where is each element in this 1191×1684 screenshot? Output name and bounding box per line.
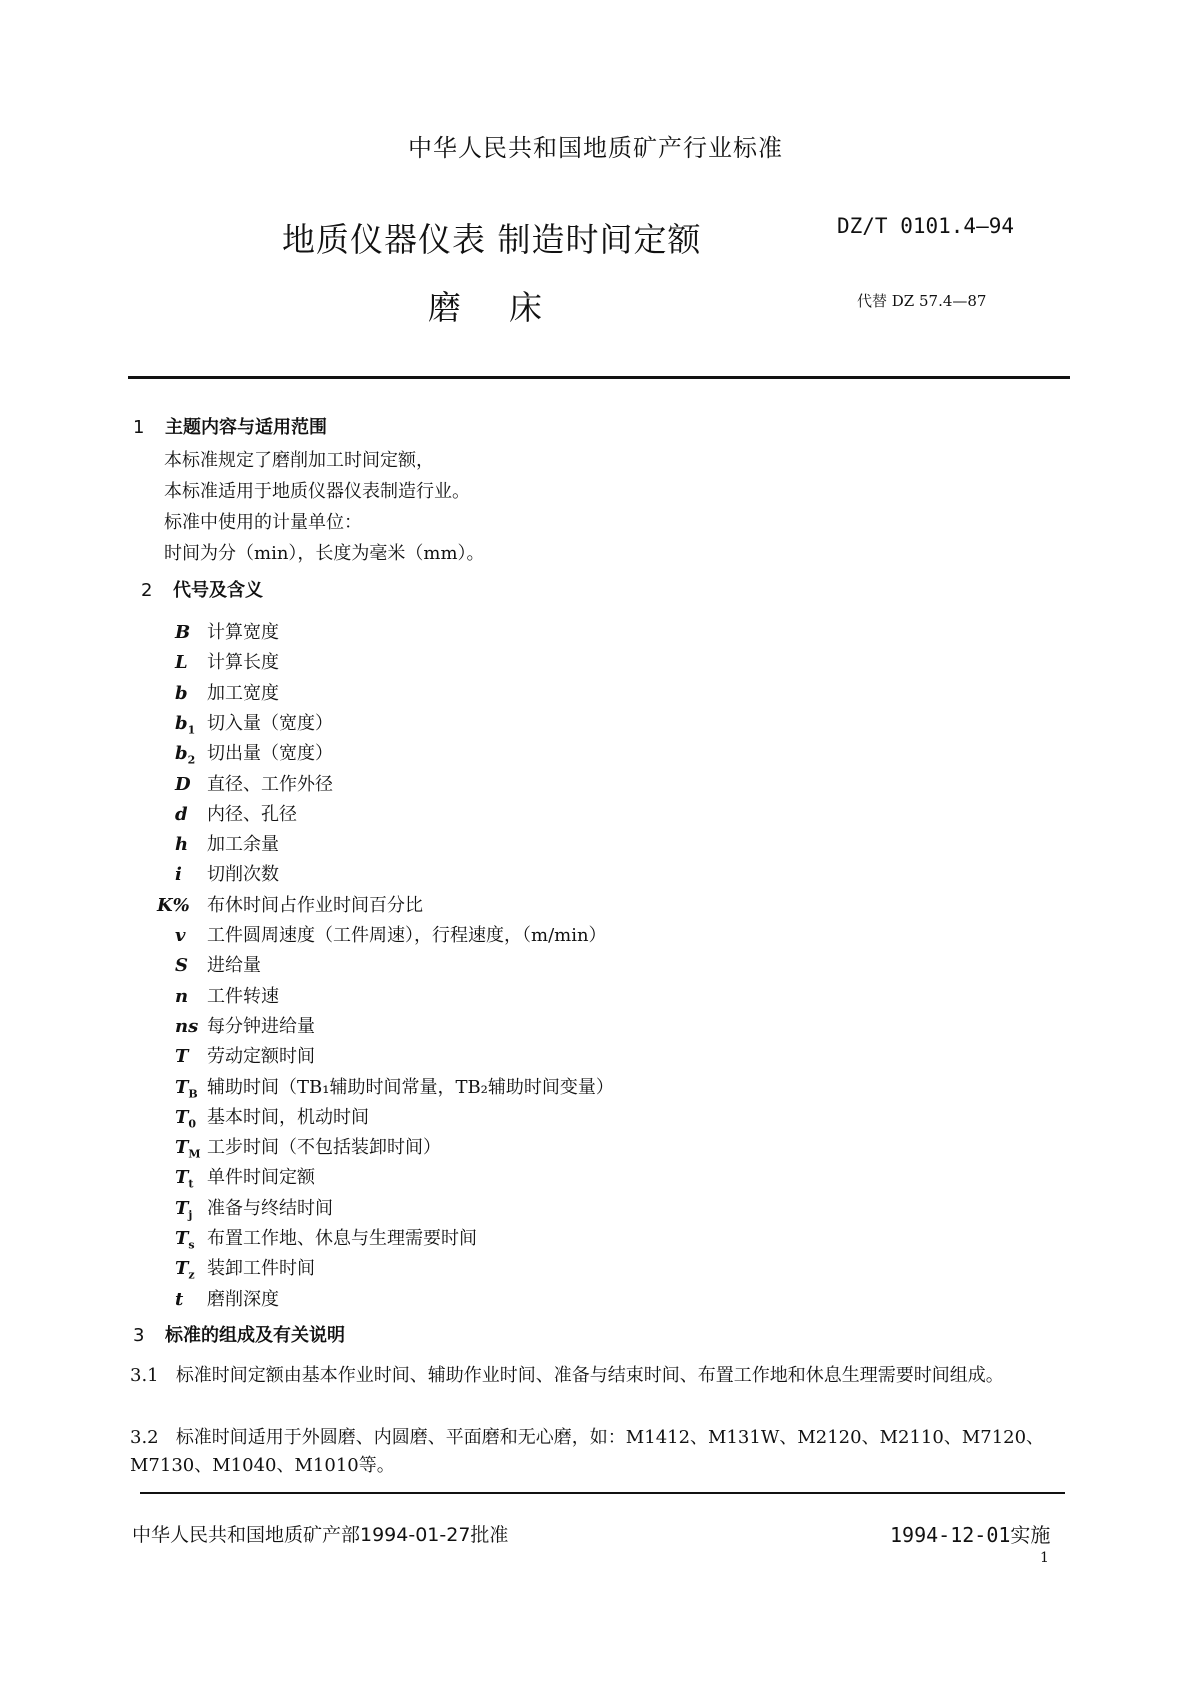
symbol-subscript: t <box>188 1177 194 1191</box>
symbol-code: b <box>175 682 188 704</box>
section1-line: 标准中使用的计量单位： <box>164 512 362 533</box>
symbol-row <box>175 648 279 674</box>
standard-name: 中华人民共和国地质矿产行业标准 <box>408 134 783 162</box>
section1-line: 时间为分（min），长度为毫米（mm）。 <box>164 543 485 564</box>
symbol-subscript: s <box>188 1238 195 1252</box>
symbol-description: 切出量（宽度） <box>207 743 333 765</box>
paragraph-3-1-number: 3.1 <box>130 1365 159 1386</box>
symbol-code: K% <box>157 894 190 916</box>
symbol-description: 内径、孔径 <box>207 803 297 825</box>
symbol-code: n <box>175 985 189 1007</box>
symbol-subscript: M <box>188 1147 201 1161</box>
symbol-description: 加工余量 <box>207 834 279 856</box>
section1-line: 本标准规定了磨削加工时间定额， <box>164 450 434 471</box>
symbol-row <box>175 1285 279 1311</box>
symbol-code: $T_B$ <box>175 1076 198 1101</box>
symbol-subscript: z <box>188 1268 195 1282</box>
symbol-row <box>175 618 279 644</box>
symbol-code: T <box>175 1046 189 1068</box>
symbol-code: L <box>175 652 188 674</box>
symbol-description: 每分钟进给量 <box>207 1015 315 1037</box>
paragraph-3-2-number: 3.2 <box>130 1427 159 1448</box>
section1-line: 本标准适用于地质仪器仪表制造行业。 <box>164 481 470 502</box>
symbol-description: 计算长度 <box>207 652 279 674</box>
symbol-code: $T_j$ <box>175 1197 193 1222</box>
section1-number: 1 <box>133 417 145 438</box>
symbol-row <box>175 1042 315 1068</box>
symbol-description: 直径、工作外径 <box>207 773 333 795</box>
symbol-code: t <box>175 1288 184 1310</box>
symbol-code: h <box>175 834 189 856</box>
document-subtitle: 磨床 <box>428 288 590 327</box>
symbol-description: 工步时间（不包括装卸时间） <box>207 1137 441 1159</box>
symbol-description: 进给量 <box>207 955 261 977</box>
symbol-subscript: j <box>188 1208 193 1222</box>
symbol-description: 切削次数 <box>207 864 279 886</box>
section3-number: 3 <box>133 1325 145 1346</box>
symbol-description: 工件圆周速度（工件周速），行程速度，（m/min） <box>207 925 607 946</box>
symbol-row <box>175 800 297 826</box>
symbol-description: 准备与终结时间 <box>207 1197 333 1219</box>
symbol-code: B <box>175 622 191 643</box>
symbol-code: v <box>175 925 186 946</box>
paragraph-3-1-text: 标准时间定额由基本作业时间、辅助作业时间、准备与结束时间、布置工作地和休息生理需要时间组成。 <box>175 1365 1004 1386</box>
symbol-code: d <box>175 803 188 825</box>
symbol-row <box>175 830 279 856</box>
standard-code: DZ/T 0101.4—94 <box>837 214 1015 238</box>
symbol-description: 基本时间，机动时间 <box>207 1106 369 1128</box>
symbol-subscript: 2 <box>187 753 196 767</box>
symbol-subscript: 0 <box>188 1117 197 1131</box>
symbol-subscript: B <box>188 1087 198 1101</box>
symbol-description: 布置工作地、休息与生理需要时间 <box>207 1228 477 1249</box>
symbol-description: 单件时间定额 <box>207 1167 315 1189</box>
symbol-row <box>175 739 333 767</box>
paragraph-3-2-text: 标准时间适用于外圆磨、内圆磨、平面磨和无心磨，如：M1412、M131W、M2120、M2110、M7120、M7130、M1040、M1010等。 <box>130 1427 1045 1476</box>
section1-title: 主题内容与适用范围 <box>165 417 327 438</box>
symbol-description: 磨削深度 <box>207 1288 279 1310</box>
symbol-description: 工件转速 <box>207 985 279 1007</box>
footer-divider <box>140 1492 1065 1494</box>
symbol-description: 布休时间占作业时间百分比 <box>207 894 423 916</box>
section1-heading <box>133 413 327 439</box>
symbol-code: S <box>175 955 188 977</box>
approval-line: 中华人民共和国地质矿产部1994-01-27批准 <box>132 1524 509 1546</box>
symbol-row <box>175 1163 315 1191</box>
symbol-row <box>175 982 279 1008</box>
symbol-description: 计算宽度 <box>207 622 279 643</box>
paragraph-3-2 <box>130 1424 1085 1480</box>
symbol-code: D <box>175 773 191 795</box>
symbol-code: i <box>175 864 182 886</box>
symbol-row <box>175 921 607 947</box>
symbol-code: ns <box>175 1015 199 1037</box>
symbol-row <box>157 891 423 917</box>
symbol-code: $T_M$ <box>175 1137 201 1161</box>
symbol-description: 劳动定额时间 <box>207 1046 315 1068</box>
symbol-description: 辅助时间（TB₁辅助时间常量，TB₂辅助时间变量） <box>207 1076 614 1098</box>
paragraph-3-1 <box>130 1362 1085 1390</box>
symbol-row <box>175 1194 333 1222</box>
symbol-row <box>175 1073 614 1101</box>
symbol-code: $T_s$ <box>175 1228 195 1252</box>
document-title: 地质仪器仪表 制造时间定额 <box>282 220 702 259</box>
symbol-row <box>175 860 279 886</box>
section3-title: 标准的组成及有关说明 <box>165 1325 345 1346</box>
section3-heading <box>133 1321 345 1347</box>
symbol-row <box>175 1103 369 1131</box>
symbol-description: 装卸工件时间 <box>207 1258 315 1280</box>
symbol-row <box>175 1133 441 1161</box>
section2-number: 2 <box>141 580 153 601</box>
symbol-description: 加工宽度 <box>207 682 279 704</box>
symbol-code: $b_2$ <box>175 743 196 767</box>
symbol-row <box>175 679 279 705</box>
symbol-row <box>175 770 333 796</box>
replaces-code: 代替 DZ 57.4—87 <box>857 292 987 310</box>
symbol-row <box>175 951 261 977</box>
symbol-code: $b_1$ <box>175 712 196 737</box>
symbol-description: 切入量（宽度） <box>207 712 333 734</box>
symbol-code: $T_z$ <box>175 1258 195 1282</box>
symbol-row <box>175 1012 315 1038</box>
symbol-subscript: 1 <box>187 723 196 737</box>
page-number: 1 <box>1040 1550 1049 1566</box>
symbol-code: $T_0$ <box>175 1106 197 1131</box>
symbol-row <box>175 1224 477 1252</box>
symbol-code: $T_t$ <box>175 1167 194 1191</box>
symbol-row <box>175 709 333 737</box>
section2-title: 代号及含义 <box>173 580 263 601</box>
symbol-row <box>175 1254 315 1282</box>
section2-heading <box>141 576 263 602</box>
header-divider <box>128 376 1070 379</box>
effective-date: 1994-12-01实施 <box>890 1523 1051 1547</box>
